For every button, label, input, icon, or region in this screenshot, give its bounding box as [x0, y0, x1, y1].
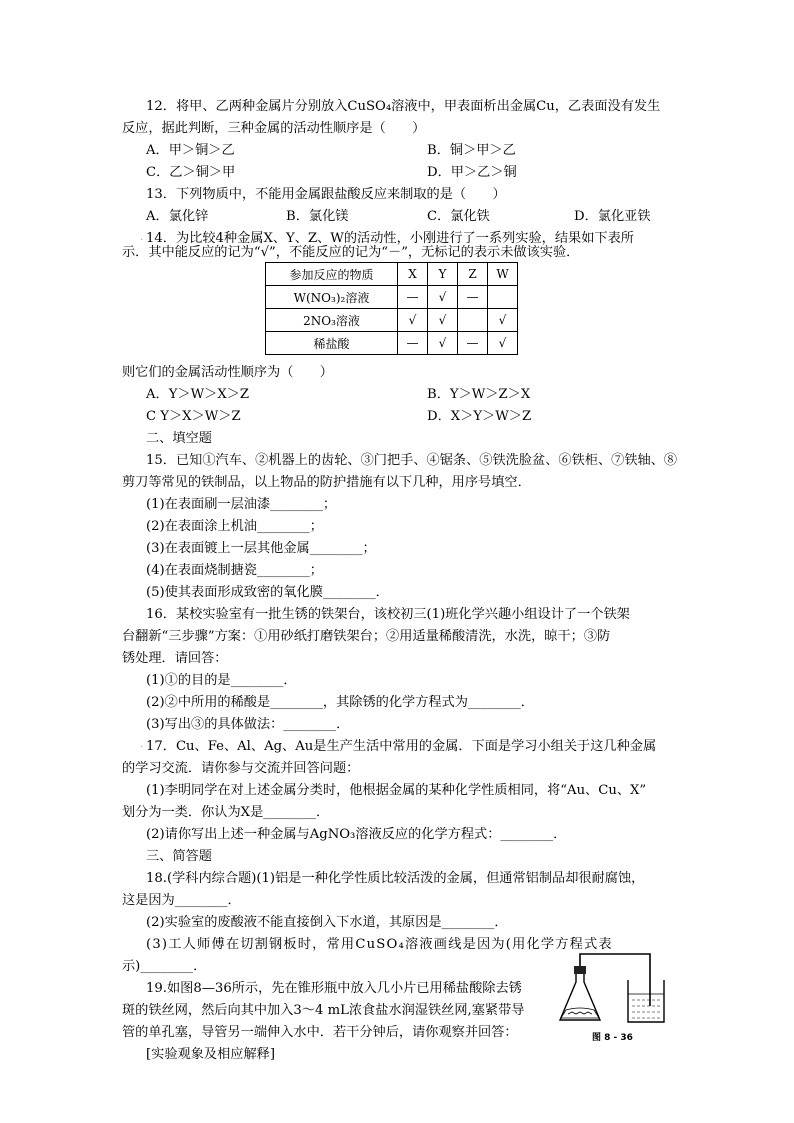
q12-option-b: B．铜＞甲＞乙 — [427, 143, 516, 158]
table-cell: — — [458, 332, 488, 355]
table-row — [266, 309, 518, 332]
table-cell: √ — [398, 309, 428, 332]
table-cell: √ — [428, 286, 458, 309]
table-header-cell: W — [488, 263, 518, 286]
q14-option-c: C Y＞X＞W＞Z — [146, 409, 241, 424]
table-cell: √ — [428, 309, 458, 332]
q16-sub-1: (1)①的目的是________． — [146, 673, 297, 688]
q15-sub-1: (1)在表面刷一层油漆________； — [146, 497, 337, 512]
flask-apparatus-illustration — [552, 950, 668, 1030]
q17-sub-2: (2)请你写出上述一种金属与AgNO₃溶液反应的化学方程式：________． — [146, 827, 567, 842]
figure-caption: 图 8 - 36 — [592, 1033, 633, 1043]
table-header-cell: 参加反应的物质 — [266, 263, 398, 286]
q15-sub-2: (2)在表面涂上机油________； — [146, 519, 323, 534]
q18-sub-2: (2)实验室的废酸液不能直接倒入下水道，其原因是________． — [146, 915, 508, 930]
margin-dot: . — [140, 739, 144, 750]
q12-stem-line1: 12．将甲、乙两种金属片分别放入CuSO₄溶液中，甲表面析出金属Cu，乙表面没有发生 — [146, 99, 661, 114]
q13-stem: 13．下列物质中，不能用金属跟盐酸反应来制取的是（ ） — [146, 187, 506, 202]
table-row — [266, 332, 518, 355]
q14-option-d: D．X＞Y＞W＞Z — [427, 409, 532, 424]
table-header-cell: X — [398, 263, 428, 286]
q16-stem-line1: 16．某校实验室有一批生锈的铁架台，该校初三(1)班化学兴趣小组设计了一个铁架 — [146, 607, 630, 622]
q12-stem-line2: 反应，据此判断，三种金属的活动性顺序是（ ） — [122, 121, 426, 136]
q14-prompt: 则它们的金属活动性顺序为（ ） — [122, 365, 333, 380]
q15-stem-line2: 剪刀等常见的铁制品，以上物品的防护措施有以下几种，用序号填空． — [122, 475, 531, 490]
table-cell: — — [458, 286, 488, 309]
q16-sub-3: (3)写出③的具体做法：________． — [146, 717, 350, 732]
margin-dot: . — [140, 232, 144, 243]
table-cell: — — [398, 332, 428, 355]
table-cell: 稀盐酸 — [266, 332, 398, 355]
section-heading-short-answer: 三、简答题 — [146, 849, 212, 864]
table-cell — [458, 309, 488, 332]
q13-option-b: B．氯化镁 — [286, 209, 349, 224]
table-header-cell: Y — [428, 263, 458, 286]
q12-option-c: C．乙＞铜＞甲 — [146, 165, 236, 180]
q12-option-a: A．甲＞铜＞乙 — [146, 143, 235, 158]
table-row — [266, 286, 518, 309]
q16-sub-2: (2)②中所用的稀酸是________，其除锈的化学方程式为________． — [146, 695, 534, 710]
q18-stem-line2: 这是因为________． — [122, 893, 241, 908]
q14-stem-line2: 示．其中能反应的记为“√”，不能反应的记为“－”，无标记的表示未做该实验． — [122, 245, 580, 260]
q15-sub-3: (3)在表面镀上一层其他金属________； — [146, 541, 376, 556]
q15-stem-line1: 15．已知①汽车、②机器上的齿轮、③门把手、④锯条、⑤铁洗脸盆、⑥铁柜、⑦铁轴、⑧ — [146, 453, 678, 468]
table-cell: √ — [428, 332, 458, 355]
q12-option-d: D．甲＞乙＞铜 — [427, 165, 517, 180]
q19-stem-line2: 斑的铁丝网，然后向其中加入3～4 mL浓食盐水润湿铁丝网,塞紧带导 — [122, 1003, 525, 1018]
q19-stem-line3: 管的单孔塞，导管另一端伸入水中．若干分钟后，请你观察并回答： — [122, 1025, 518, 1040]
q17-sub-1-line1: (1)李明同学在对上述金属分类时，他根据金属的某种化学性质相同，将“Au、Cu、X” — [146, 783, 647, 798]
table-cell: 2NO₃溶液 — [266, 309, 398, 332]
q18-sub-3-line2: 示)________． — [122, 959, 207, 974]
q14-option-b: B．Y＞W＞Z＞X — [427, 387, 531, 402]
q14-experiment-table — [265, 262, 518, 355]
q18-stem-line1: 18.(学科内综合题)(1)铝是一种化学性质比较活泼的金属，但通常铝制品却很耐腐蚀， — [146, 871, 645, 886]
q13-option-c: C．氯化铁 — [427, 209, 490, 224]
table-cell: √ — [488, 332, 518, 355]
table-cell: W(NO₃)₂溶液 — [266, 286, 398, 309]
table-cell: √ — [488, 309, 518, 332]
table-cell — [488, 286, 518, 309]
q16-stem-line2: 台翻新“三步骤”方案：①用砂纸打磨铁架台；②用适量稀酸清洗，水洗，晾干；③防 — [122, 629, 611, 644]
q18-sub-3-line1: (3)工人师傅在切割钢板时，常用CuSO₄溶液画线是因为(用化学方程式表 — [146, 937, 613, 952]
q14-stem-line1: 14．为比较4种金属X、Y、Z、W的活动性，小刚进行了一系列实验，结果如下表所 — [146, 231, 634, 246]
figure-8-36 — [552, 950, 668, 1043]
q17-sub-1-line2: 划分为一类．你认为X是________． — [122, 805, 330, 820]
section-heading-fill-in: 二、填空题 — [146, 431, 212, 446]
q13-option-a: A．氯化锌 — [146, 209, 209, 224]
q15-sub-5: (5)使其表面形成致密的氧化膜________． — [146, 585, 389, 600]
table-header-cell: Z — [458, 263, 488, 286]
table-header-row — [266, 263, 518, 286]
q13-option-d: D．氯化亚铁 — [574, 209, 651, 224]
table-cell: — — [398, 286, 428, 309]
q19-observation-label: [实验观象及相应解释] — [146, 1047, 275, 1062]
q17-stem-line2: 的学习交流．请你参与交流并回答问题： — [122, 761, 360, 776]
q19-stem-line1: 19.如图8—36所示，先在锥形瓶中放入几小片已用稀盐酸除去锈 — [146, 981, 522, 996]
q16-stem-line3: 锈处理．请回答： — [122, 651, 228, 666]
q15-sub-4: (4)在表面烧制搪瓷________； — [146, 563, 323, 578]
q17-stem-line1: 17．Cu、Fe、Al、Ag、Au是生产生活中常用的金属．下面是学习小组关于这几种金属 — [146, 739, 657, 754]
q14-option-a: A．Y＞W＞X＞Z — [146, 387, 250, 402]
